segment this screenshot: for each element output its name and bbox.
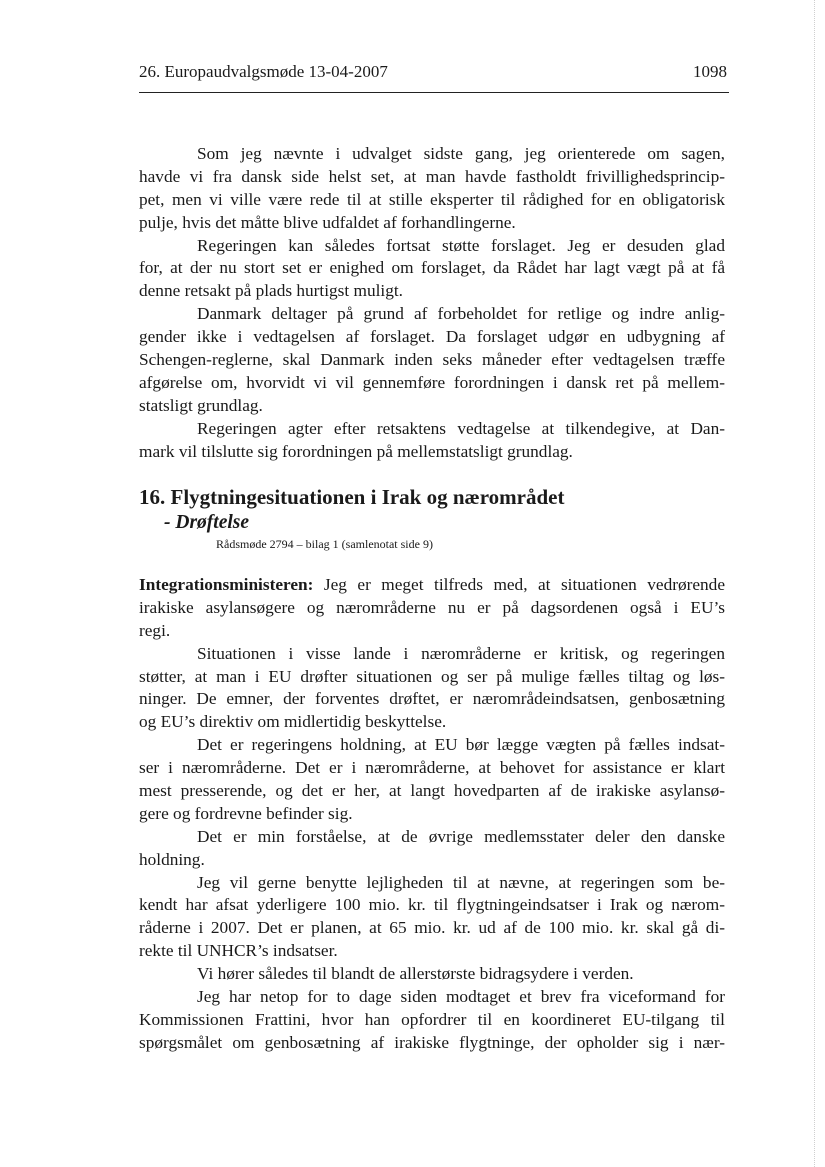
text-line: Kommissionen Frattini, hvor han opfordrer til en koordineret EU-tilgang til — [139, 1009, 725, 1029]
text-line: afgørelse om, hvorvidt vi vil gennemføre forordningen i dansk ret på mellem- — [139, 372, 725, 392]
section-reference: Rådsmøde 2794 – bilag 1 (samlenotat side 9) — [216, 537, 433, 551]
text-line: Schengen-reglerne, skal Danmark inden seks måneder efter vedtagelsen træffe — [139, 350, 725, 370]
text-line: Det er regeringens holdning, at EU bør lægge vægten på fælles indsat- — [197, 735, 725, 755]
text-line: spørgsmålet om genbosætning af irakiske flygtninge, der opholder sig i nær- — [139, 1032, 725, 1052]
header-divider — [139, 92, 729, 93]
text-line: støtter, at man i EU drøfter situationen og ser på mulige fælles tiltag og løs- — [139, 666, 725, 686]
text-line: denne retsakt på plads hurtigst muligt. — [139, 281, 403, 301]
intro-text — [139, 143, 725, 463]
page-header — [139, 62, 727, 84]
text-line: og EU’s direktiv om midlertidig beskyttelse. — [139, 712, 447, 732]
text-line: Vi hører således til blandt de allerstørste bidragsydere i verden. — [197, 964, 634, 984]
page-number: 1098 — [693, 62, 727, 81]
text-line: Jeg vil gerne benytte lejligheden til at nævne, at regeringen som be- — [197, 872, 725, 892]
text-line: ninger. De emner, der forventes drøftet, er nærområdeindsatsen, genbosætning — [139, 689, 725, 709]
text-line: Situationen i visse lande i nærområderne er kritisk, og regeringen — [197, 643, 725, 663]
text-line: for, at der nu stort set er enighed om forslaget, da Rådet har lagt vægt på at få — [139, 258, 725, 278]
text-line: råderne i 2007. Det er planen, at 65 mio. kr. ud af de 100 mio. kr. skal gå di- — [139, 918, 725, 938]
text-line: havde vi fra dansk side helst set, at man havde fastholdt frivillighedsprincip- — [139, 166, 725, 186]
speech-first-line — [139, 574, 725, 597]
text-line: Regeringen agter efter retsaktens vedtagelse at tilkendegive, at Dan- — [197, 418, 725, 438]
scan-edge — [814, 0, 825, 1167]
text-line: ser i nærområderne. Det er i nærområderne, at behovet for assistance er klart — [139, 758, 725, 778]
text-line: irakiske asylansøgere og nærområderne nu er på dagsordenen også i EU’s — [139, 597, 725, 617]
text-line: Danmark deltager på grund af forbeholdet for retlige og indre anlig- — [197, 304, 725, 324]
text-line: regi. — [139, 620, 171, 640]
text-line: statsligt grundlag. — [139, 395, 263, 415]
section-heading: 16. Flygtningesituationen i Irak og nærområdet — [139, 485, 565, 509]
text-line: kendt har afsat yderligere 100 mio. kr. til flygtningeindsatser i Irak og nærom- — [139, 895, 725, 915]
meeting-title: 26. Europaudvalgsmøde 13-04-2007 — [139, 62, 388, 81]
text-line: pulje, hvis det måtte blive udfaldet af forhandlingerne. — [139, 212, 516, 232]
text-line: gere og fordrevne befinder sig. — [139, 803, 353, 823]
section-subheading: - Drøftelse — [164, 512, 250, 533]
text-line: holdning. — [139, 849, 205, 869]
speech-text — [139, 574, 725, 1055]
text-line: rekte til UNHCR’s indsatser. — [139, 941, 338, 961]
text-line: mest presserende, og det er her, at langt hovedparten af de irakiske asylansø- — [139, 781, 725, 801]
text-line: mark vil tilslutte sig forordningen på mellemstatsligt grundlag. — [139, 441, 573, 461]
text-line: Regeringen kan således fortsat støtte forslaget. Jeg er desuden glad — [197, 235, 725, 255]
text-line: Jeg har netop for to dage siden modtaget et brev fra viceformand for — [197, 987, 725, 1007]
speech-opening: Jeg er meget tilfreds med, at situationen vedrørende — [313, 575, 725, 594]
text-line: gender ikke i vedtagelsen af forslaget. Da forslaget udgør en udbygning af — [139, 327, 725, 347]
text-line: pet, men vi ville være rede til at stille eksperter til rådighed for en obligatorisk — [139, 189, 725, 209]
text-line: Det er min forståelse, at de øvrige medlemsstater deler den danske — [197, 826, 725, 846]
text-line: Som jeg nævnte i udvalget sidste gang, jeg orienterede om sagen, — [197, 144, 725, 163]
speaker-name: Integrationsministeren: — [139, 575, 314, 594]
